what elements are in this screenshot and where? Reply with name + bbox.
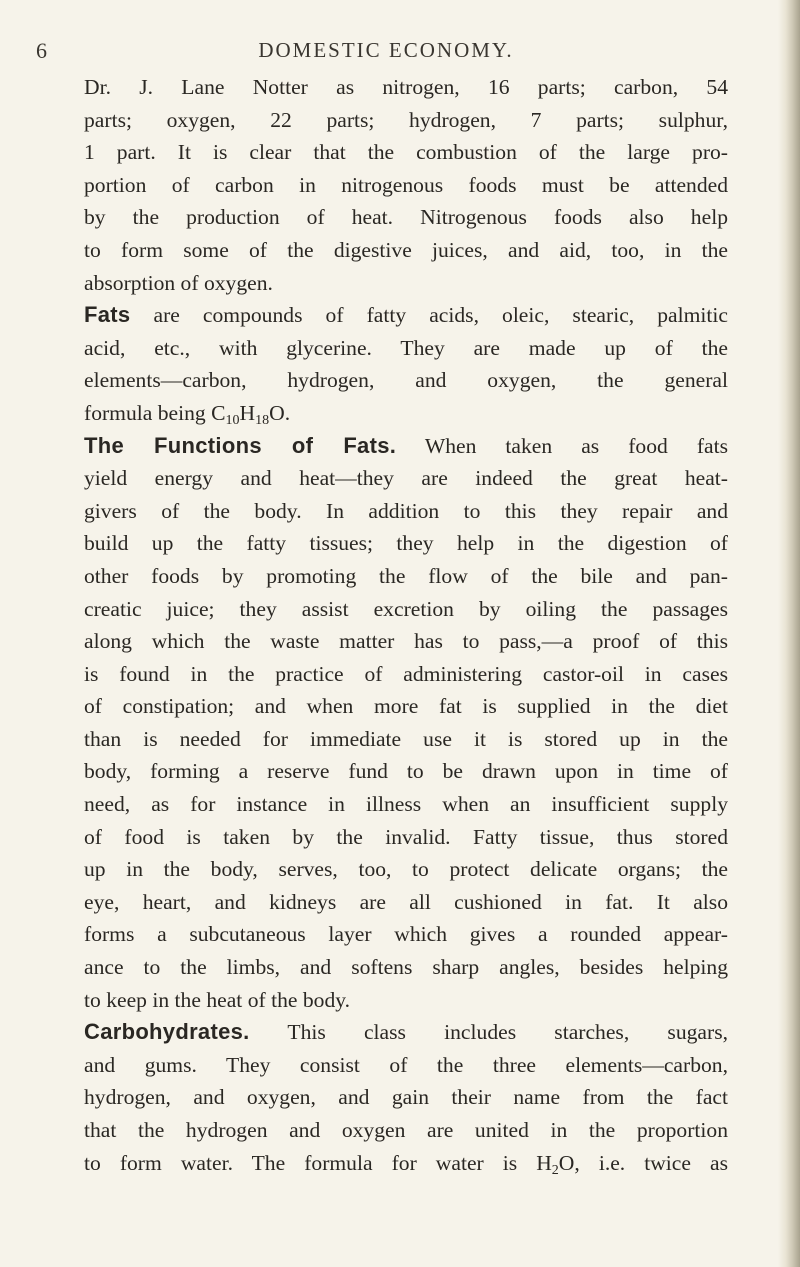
text-line: eye, heart, and kidneys are all cushioned in fat. It also (84, 889, 728, 914)
text-line: acid, etc., with glycerine. They are made up of the (84, 335, 728, 360)
text-line: and gums. They consist of the three elements—carbon, (84, 1052, 728, 1077)
text-line: to keep in the heat of the body. (84, 987, 351, 1012)
section-heading-carbohydrates: Carbohydrates. (84, 1019, 250, 1045)
text-line: hydrogen, and oxygen, and gain their name from the fact (84, 1085, 728, 1110)
text-line: of constipation; and when more fat is supplied in the diet (84, 694, 728, 719)
text-line: parts; oxygen, 22 parts; hydrogen, 7 parts; sulphur, (84, 107, 728, 132)
section-heading-fats: Fats (84, 302, 131, 328)
formula-subscript: 10 (225, 412, 240, 428)
paragraph-functions-of-fats (84, 430, 728, 1017)
formula-prefix: formula being C (84, 400, 226, 425)
text-line: portion of carbon in nitrogenous foods must be attended (84, 172, 728, 197)
text-line: elements—carbon, hydrogen, and oxygen, the general (84, 368, 728, 393)
text-line: absorption of oxygen. (84, 270, 273, 295)
text-line: build up the fatty tissues; they help in the digestion of (84, 531, 728, 556)
paragraph-nitrogen (84, 71, 728, 299)
formula-subscript: 18 (255, 412, 270, 428)
formula-suffix: O, i.e. twice as (558, 1150, 728, 1175)
page-edge-shadow (778, 0, 800, 1267)
text-line: ance to the limbs, and softens sharp angles, besides helping (84, 955, 728, 980)
text-line: yield energy and heat—they are indeed the great heat- (84, 466, 728, 491)
text-line: than is needed for immediate use it is stored up in the (84, 726, 728, 751)
formula-prefix: to form water. The formula for water is H (84, 1150, 552, 1175)
text-line (84, 1016, 728, 1049)
text-line: forms a subcutaneous layer which gives a rounded appear- (84, 922, 728, 947)
text-line: that the hydrogen and oxygen are united in the proportion (84, 1118, 728, 1142)
text-line (84, 299, 728, 332)
heading-line-rest: This class includes starches, sugars, (249, 1020, 728, 1045)
formula-line (84, 1147, 728, 1180)
text-line: along which the waste matter has to pass,—a proof of this (84, 629, 728, 654)
formula-subscript: 2 (551, 1162, 559, 1178)
body-text (84, 71, 728, 1179)
section-heading-functions-of-fats: The Functions of Fats. (84, 432, 397, 458)
text-line: by the production of heat. Nitrogenous foods also help (84, 205, 728, 230)
text-line (84, 430, 728, 463)
text-line: 1 part. It is clear that the combustion of the large pro- (84, 140, 728, 165)
text-line: to form some of the digestive juices, and aid, too, in the (84, 237, 728, 262)
heading-line-rest: When taken as food fats (396, 433, 729, 458)
paragraph-fats (84, 299, 728, 429)
text-line: up in the body, serves, too, to protect delicate organs; the (84, 857, 728, 882)
text-line: body, forming a reserve fund to be drawn upon in time of (84, 759, 728, 784)
formula-line (84, 397, 728, 430)
paragraph-carbohydrates (84, 1016, 728, 1179)
text-line: of food is taken by the invalid. Fatty tissue, thus stored (84, 824, 728, 849)
text-line: Dr. J. Lane Notter as nitrogen, 16 parts; carbon, 54 (84, 75, 728, 99)
text-line: givers of the body. In addition to this they repair and (84, 498, 728, 523)
page-header (36, 38, 736, 68)
running-title: DOMESTIC ECONOMY. (258, 38, 514, 62)
page-number: 6 (36, 38, 48, 63)
text-line: is found in the practice of administering castor-oil in cases (84, 661, 728, 686)
text-line: need, as for instance in illness when an insufficient supply (84, 792, 728, 817)
heading-line-rest: are compounds of fatty acids, oleic, stearic, palmitic (130, 303, 728, 328)
formula-suffix: O. (269, 400, 291, 425)
text-line: creatic juice; they assist excretion by oiling the passages (84, 596, 728, 621)
formula-mid: H (239, 400, 256, 425)
text-line: other foods by promoting the flow of the bile and pan- (84, 563, 728, 588)
